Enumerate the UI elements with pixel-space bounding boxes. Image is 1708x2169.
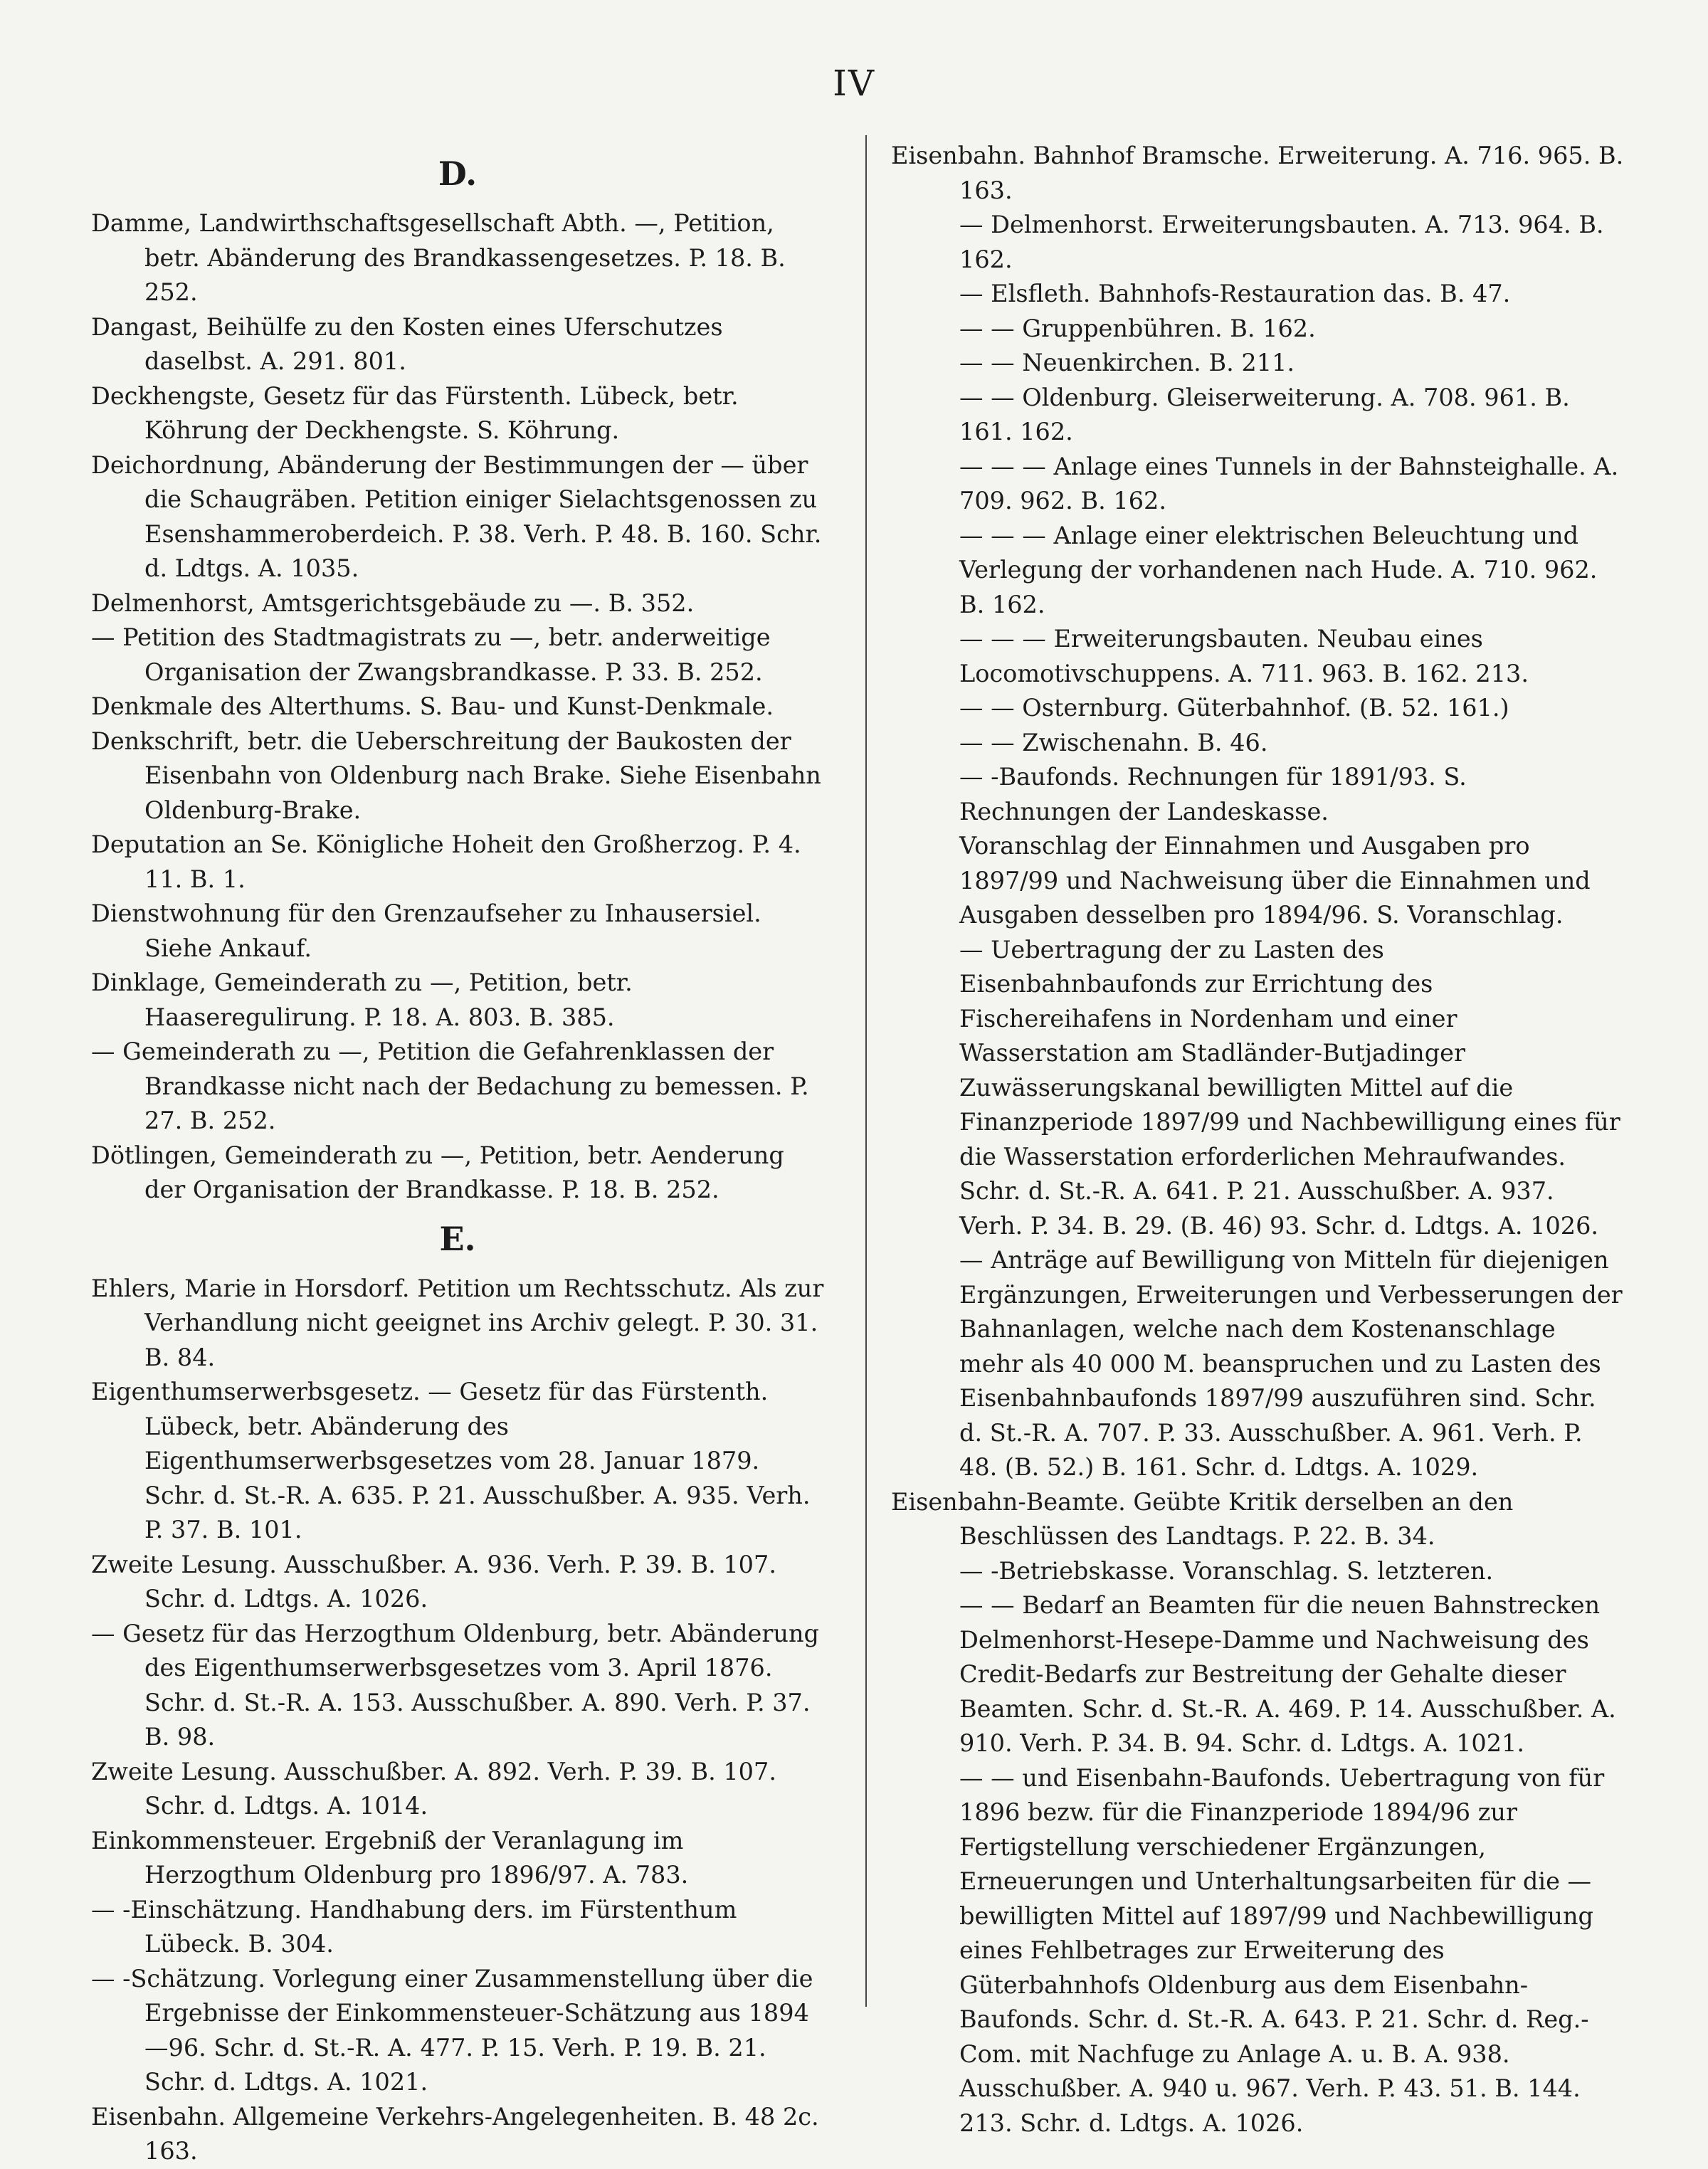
index-entry: Zweite Lesung. Ausschußber. A. 892. Verh. P. 39. B. 107. Schr. d. Ldtgs. A. 1014. [91,1757,776,1820]
section-heading-d: D. [438,154,478,193]
index-entry: — — Neuenkirchen. B. 211. [959,349,1295,376]
right-column [891,139,1624,2141]
index-entry: Eisenbahn. Bahnhof Bramsche. Erweiterung. A. 716. 965. B. 163. [891,142,1624,204]
index-entry: — Petition des Stadtmagistrats zu —, betr. anderweitige Organisation der Zwangsbrandkasse. P. 33. B. 252. [91,623,771,686]
section-heading-e: E. [439,1219,476,1258]
index-entry: — — — Erweiterungsbauten. Neubau eines Locomotivschuppens. A. 711. 963. B. 162. 213. [959,625,1529,687]
index-entry: — Gemeinderath zu —, Petition die Gefahrenklassen der Brandkasse nicht nach der Bedachung zu bemessen. P. 27. B. 252. [91,1038,809,1134]
page-number: IV [833,63,875,104]
index-entry: Deckhengste, Gesetz für das Fürstenth. Lübeck, betr. Köhrung der Deckhengste. S. Köhrung. [91,381,739,444]
index-entry: — — — Anlage eines Tunnels in der Bahnsteighalle. A. 709. 962. B. 162. [959,452,1619,514]
index-entry: — Anträge auf Bewilligung von Mitteln für diejenigen Ergänzungen, Erweiterungen und Verbesserungen der Bahnanlagen, welche nach dem Kostenanschlage mehr als 40 000 M. beanspruchen und zu Lasten des Eisenbahnbaufonds 1897/99 auszuführen sind. Schr. d. St.-R. A. 707. P. 33. Ausschußber. A. 961. Verh. P. 48. (B. 52.) B. 161. Schr. d. Ldtgs. A. 1029. [959,1246,1623,1481]
left-column [91,142,824,2169]
index-entry: — — Zwischenahn. B. 46. [959,728,1268,756]
index-entry: Dienstwohnung für den Grenzaufseher zu Inhausersiel. Siehe Ankauf. [91,899,761,962]
index-entry: — -Betriebskasse. Voranschlag. S. letzteren. [959,1556,1494,1585]
column-divider [865,135,867,2007]
index-entry: — — und Eisenbahn-Baufonds. Uebertragung von für 1896 bezw. für die Finanzperiode 1894/96 zur Fertigstellung verschiedener Ergänzungen, Erneuerungen und Unterhaltungsarbeiten für die — bewilligten Mittel auf 1897/99 und Nachbewilligung eines Fehlbetrages zur Erweiterung des Güterbahnhofs Oldenburg aus dem Eisenbahn-Baufonds. Schr. d. St.-R. A. 643. P. 21. Schr. d. Reg.-Com. mit Nachfuge zu Anlage A. u. B. A. 938. Ausschußber. A. 940 u. 967. Verh. P. 43. 51. B. 144. 213. Schr. d. Ldtgs. A. 1026. [959,1763,1605,2137]
index-entry: Deichordnung, Abänderung der Bestimmungen der — über die Schaugräben. Petition einiger Sielachtsgenossen zu Esenshammeroberdeich. P. 38. Verh. P. 48. B. 160. Schr. d. Ldtgs. A. 1035. [91,450,822,582]
index-entry: — -Schätzung. Vorlegung einer Zusammenstellung über die Ergebnisse der Einkommensteuer-Schätzung aus 1894—96. Schr. d. St.-R. A. 477. P. 15. Verh. P. 19. B. 21. Schr. d. Ldtgs. A. 1021. [91,1964,813,2096]
index-entry: Eisenbahn. Allgemeine Verkehrs-Angelegenheiten. B. 48 2c. 163. [91,2102,819,2165]
index-entry: Denkschrift, betr. die Ueberschreitung der Baukosten der Eisenbahn von Oldenburg nach Brake. Siehe Eisenbahn Oldenburg-Brake. [91,727,821,824]
index-entry: Dinklage, Gemeinderath zu —, Petition, betr. Haaseregulirung. P. 18. A. 803. B. 385. [91,969,633,1031]
index-entry: Dangast, Beihülfe zu den Kosten eines Uferschutzes daselbst. A. 291. 801. [91,312,723,375]
index-entry: Ehlers, Marie in Horsdorf. Petition um Rechtsschutz. Als zur Verhandlung nicht geeignet ins Archiv gelegt. P. 30. 31. B. 84. [91,1274,824,1371]
index-entry: — Delmenhorst. Erweiterungsbauten. A. 713. 964. B. 162. [959,211,1604,273]
index-entry: Eigenthumserwerbsgesetz. — Gesetz für das Fürstenth. Lübeck, betr. Abänderung des Eigenthumserwerbsgesetzes vom 28. Januar 1879. Schr. d. St.-R. A. 635. P. 21. Ausschußber. A. 935. Verh. P. 37. B. 101. [91,1378,811,1543]
index-entry: — — — Anlage einer elektrischen Beleuchtung und Verlegung der vorhandenen nach Hude. A. 710. 962. B. 162. [959,521,1598,618]
index-entry: — -Einschätzung. Handhabung ders. im Fürstenthum Lübeck. B. 304. [91,1895,737,1958]
index-entry: Einkommensteuer. Ergebniß der Veranlagung im Herzogthum Oldenburg pro 1896/97. A. 783. [91,1826,689,1889]
index-entry: — — Osternburg. Güterbahnhof. (B. 52. 161.) [959,694,1509,722]
index-entry: — — Gruppenbühren. B. 162. [959,314,1316,342]
index-entry: Denkmale des Alterthums. S. Bau- und Kunst-Denkmale. [91,692,774,720]
index-entry: — Gesetz für das Herzogthum Oldenburg, betr. Abänderung des Eigenthumserwerbsgesetzes vom 3. April 1876. Schr. d. St.-R. A. 153. Ausschußber. A. 890. Verh. P. 37. B. 98. [91,1619,819,1751]
index-entry: Zweite Lesung. Ausschußber. A. 936. Verh. P. 39. B. 107. Schr. d. Ldtgs. A. 1026. [91,1550,776,1613]
index-entry: Voranschlag der Einnahmen und Ausgaben pro 1897/99 und Nachweisung über die Einnahmen und Ausgaben desselben pro 1894/96. S. Voranschlag. [959,832,1591,929]
index-entry: — -Baufonds. Rechnungen für 1891/93. S. Rechnungen der Landeskasse. [959,763,1467,825]
index-entry: Eisenbahn-Beamte. Geübte Kritik derselben an den Beschlüssen des Landtags. P. 22. B. 34. [891,1487,1514,1550]
index-entry: — Uebertragung der zu Lasten des Eisenbahnbaufonds zur Errichtung des Fischereihafens in Nordenham und einer Wasserstation am Stadländer-Butjadinger Zuwässerungskanal bewilligten Mittel auf die Finanzperiode 1897/99 und Nachbewilligung eines für die Wasserstation erforderlichen Mehraufwandes. Schr. d. St.-R. A. 641. P. 21. Ausschußber. A. 937. Verh. P. 34. B. 29. (B. 46) 93. Schr. d. Ldtgs. A. 1026. [959,935,1620,1240]
index-entry: — — Oldenburg. Gleiserweiterung. A. 708. 961. B. 161. 162. [959,383,1570,445]
index-entry: Deputation an Se. Königliche Hoheit den Großherzog. P. 4. 11. B. 1. [91,830,801,893]
index-entry: Dötlingen, Gemeinderath zu —, Petition, betr. Aenderung der Organisation der Brandkasse. P. 18. B. 252. [91,1141,784,1203]
index-entry: Delmenhorst, Amtsgerichtsgebäude zu —. B. 352. [91,589,695,617]
index-entry: Damme, Landwirthschaftsgesellschaft Abth. —, Petition, betr. Abänderung des Brandkassengesetzes. P. 18. B. 252. [91,209,786,306]
index-entry: — — Bedarf an Beamten für die neuen Bahnstrecken Delmenhorst-Hesepe-Damme und Nachweisung des Credit-Bedarfs zur Bestreitung der Gehalte dieser Beamten. Schr. d. St.-R. A. 469. P. 14. Ausschußber. A. 910. Verh. P. 34. B. 94. Schr. d. Ldtgs. A. 1021. [959,1591,1616,1757]
index-entry: — Elsfleth. Bahnhofs-Restauration das. B. 47. [959,280,1511,307]
